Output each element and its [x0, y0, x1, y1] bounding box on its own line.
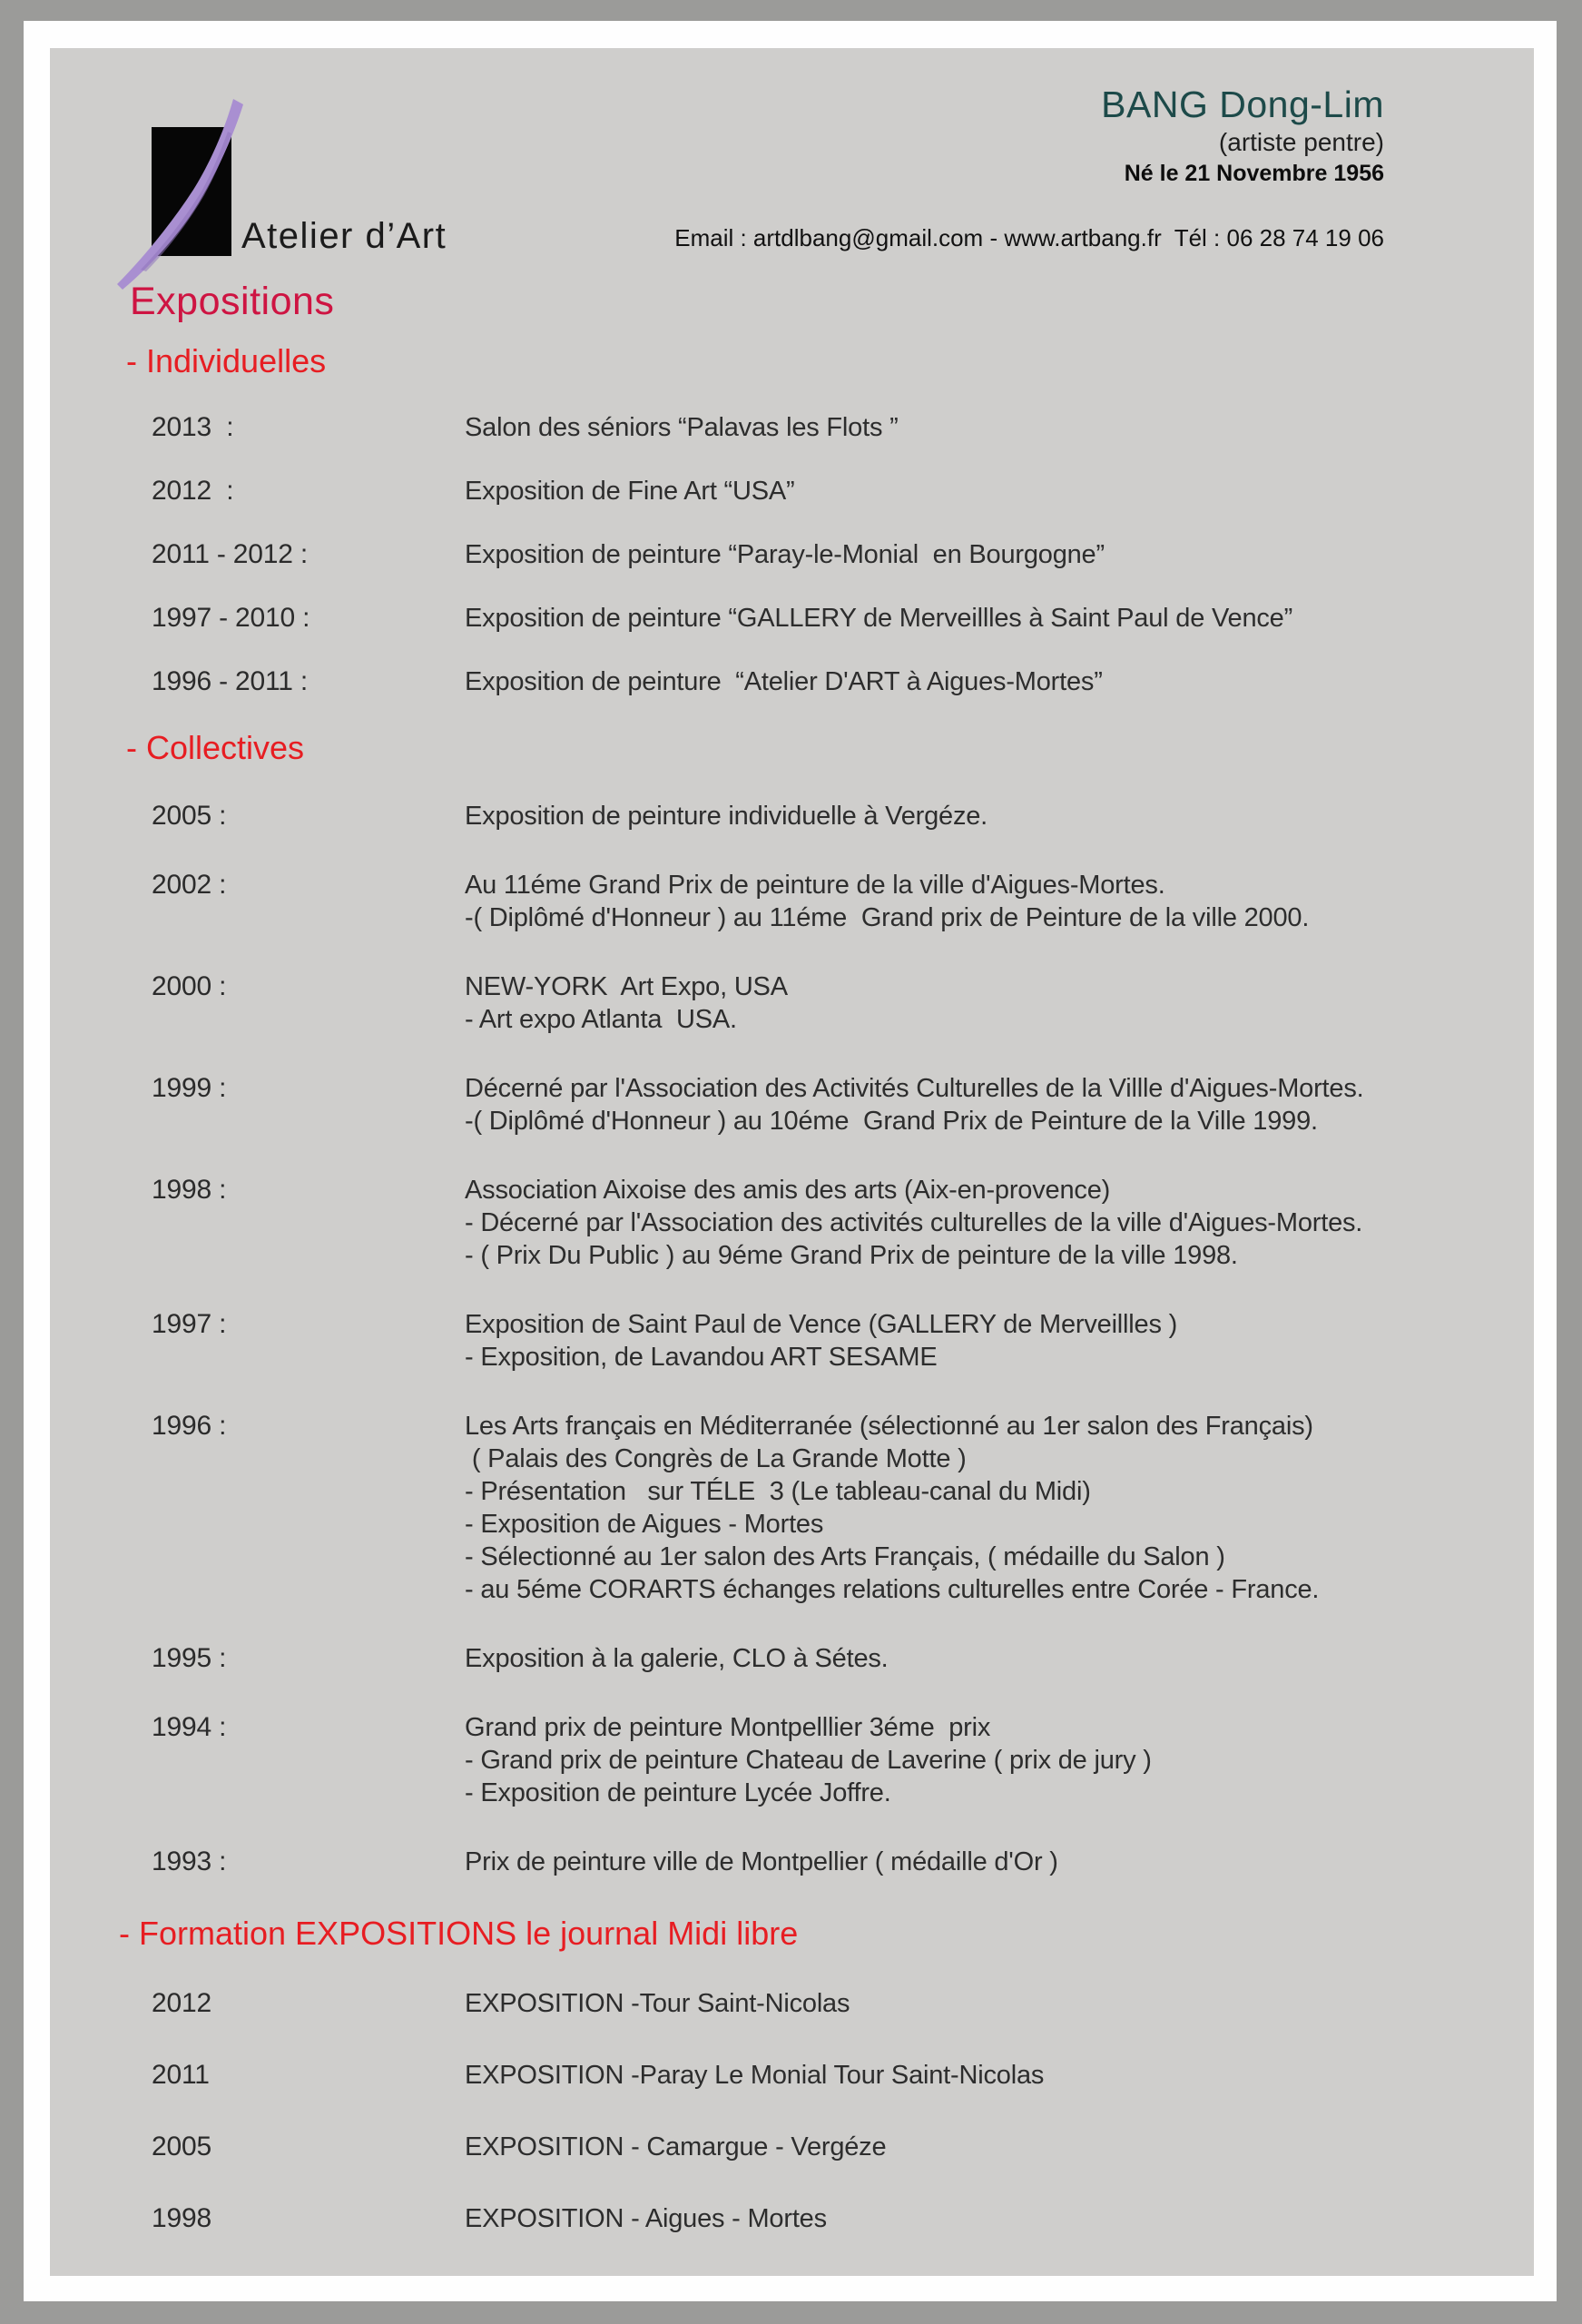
exhibition-entry: [50, 538, 1534, 571]
subsection-collectives: - Collectives: [126, 729, 305, 766]
exhibition-entry: [50, 869, 1534, 934]
entry-description: [465, 1987, 1534, 2020]
entry-line: - Décerné par l'Association des activités culturelles de la ville d'Aigues-Mortes.: [465, 1208, 1363, 1237]
entry-line: Au 11éme Grand Prix de peinture de la ville d'Aigues-Mortes.: [465, 871, 1165, 900]
exhibition-entry: [50, 970, 1534, 1036]
exhibition-entry: [50, 602, 1534, 635]
collectives-list: [50, 800, 1534, 1878]
artist-birthdate: Né le 21 Novembre 1956: [1124, 161, 1384, 186]
entry-description: [465, 1846, 1534, 1878]
entry-line: Les Arts français en Méditerranée (sélectionné au 1er salon des Français): [465, 1412, 1313, 1441]
entry-description: [465, 1174, 1534, 1272]
entry-year: 1997 - 2010 :: [152, 603, 310, 633]
entry-year: 2013 :: [152, 412, 234, 442]
exhibition-entry: [50, 475, 1534, 507]
entry-description: [465, 411, 1534, 444]
entry-line: - Présentation sur TÉLE 3 (Le tableau-canal du Midi): [465, 1477, 1091, 1506]
artist-name: BANG Dong-Lim: [1101, 84, 1384, 125]
exhibition-entry: [50, 2131, 1534, 2163]
entry-year: 2011: [152, 2060, 210, 2090]
entry-line: Décerné par l'Association des Activités Culturelles de la Villle d'Aigues-Mortes.: [465, 1074, 1364, 1103]
exhibition-entry: [50, 1174, 1534, 1272]
exhibition-entry: [50, 1987, 1534, 2020]
entry-line: Grand prix de peinture Montpelllier 3éme prix: [465, 1713, 991, 1742]
entry-line: EXPOSITION - Aigues - Mortes: [465, 2204, 827, 2233]
entry-line: EXPOSITION -Tour Saint-Nicolas: [465, 1989, 850, 2018]
exhibition-entry: [50, 1072, 1534, 1137]
entry-line: Salon des séniors “Palavas les Flots ”: [465, 413, 899, 442]
entry-description: [465, 1642, 1534, 1675]
entry-line: Prix de peinture ville de Montpellier ( médaille d'Or ): [465, 1847, 1058, 1876]
entry-line: - Exposition, de Lavandou ART SESAME: [465, 1343, 938, 1372]
entry-year: 1995 :: [152, 1643, 227, 1673]
entry-description: [465, 538, 1534, 571]
exhibition-entry: [50, 411, 1534, 444]
exhibition-entry: [50, 800, 1534, 832]
subsection-individuelles: - Individuelles: [126, 342, 327, 379]
entry-year: 1998 :: [152, 1175, 227, 1205]
entry-line: - Art expo Atlanta USA.: [465, 1005, 737, 1034]
artist-role: (artiste pentre): [1218, 128, 1384, 156]
entry-description: [465, 1410, 1534, 1606]
entry-description: [465, 869, 1534, 934]
exhibition-entry: [50, 2059, 1534, 2092]
entry-line: - Sélectionné au 1er salon des Arts Français, ( médaille du Salon ): [465, 1542, 1225, 1571]
entry-description: [465, 665, 1534, 698]
entry-year: 2005: [152, 2132, 211, 2162]
entry-description: [465, 2131, 1534, 2163]
artist-identity-block: [1101, 83, 1384, 188]
exhibition-entry: [50, 1846, 1534, 1878]
entry-line: EXPOSITION -Paray Le Monial Tour Saint-Nicolas: [465, 2061, 1045, 2090]
entry-description: [465, 475, 1534, 507]
entry-line: Exposition de Saint Paul de Vence (GALLERY de Merveillles ): [465, 1310, 1178, 1339]
entry-year: 1998: [152, 2203, 211, 2233]
entry-line: Exposition de peinture “Atelier D'ART à Aigues-Mortes”: [465, 667, 1103, 696]
entry-year: 2012 :: [152, 476, 234, 506]
entry-line: Exposition à la galerie, CLO à Sétes.: [465, 1644, 889, 1673]
entry-line: - Grand prix de peinture Chateau de Laverine ( prix de jury ): [465, 1746, 1152, 1775]
entry-description: [465, 1072, 1534, 1137]
entry-year: 2000 :: [152, 971, 227, 1001]
entry-line: NEW-YORK Art Expo, USA: [465, 972, 788, 1001]
contact-line: Email : artdlbang@gmail.com - www.artbang.fr Tél : 06 28 74 19 06: [674, 224, 1384, 251]
subsection-formation: - Formation EXPOSITIONS le journal Midi libre: [119, 1915, 799, 1952]
exhibition-entry: [50, 1308, 1534, 1374]
exhibition-entry: [50, 2202, 1534, 2235]
entry-line: Association Aixoise des amis des arts (Aix-en-provence): [465, 1176, 1111, 1205]
entry-line: - Exposition de Aigues - Mortes: [465, 1510, 824, 1539]
entry-year: 1994 :: [152, 1712, 227, 1742]
entry-line: EXPOSITION - Camargue - Vergéze: [465, 2132, 887, 2162]
formation-list: [50, 1987, 1534, 2235]
entry-description: [465, 1711, 1534, 1809]
brush-stroke-logo-icon: [113, 92, 248, 290]
atelier-dart-logo: [50, 48, 522, 302]
entry-description: [465, 970, 1534, 1036]
entry-description: [465, 1308, 1534, 1374]
entry-description: [465, 800, 1534, 832]
entry-year: 1996 :: [152, 1411, 227, 1441]
exhibition-entry: [50, 1642, 1534, 1675]
content-area: [50, 48, 1534, 2276]
entry-year: 1993 :: [152, 1846, 227, 1876]
entry-line: Exposition de Fine Art “USA”: [465, 477, 795, 506]
entry-year: 1997 :: [152, 1309, 227, 1339]
entry-line: - ( Prix Du Public ) au 9éme Grand Prix de peinture de la ville 1998.: [465, 1241, 1238, 1270]
exhibition-entry: [50, 1711, 1534, 1809]
entry-year: 2012: [152, 1988, 211, 2018]
entry-year: 2011 - 2012 :: [152, 539, 308, 569]
entry-description: [465, 2059, 1534, 2092]
entry-line: Exposition de peinture “Paray-le-Monial en Bourgogne”: [465, 540, 1105, 569]
individuelles-list: [50, 411, 1534, 698]
entry-year: 1996 - 2011 :: [152, 666, 308, 696]
logo-wordmark: Atelier d’Art: [241, 216, 447, 256]
exhibition-entry: [50, 1410, 1534, 1606]
entry-line: -( Diplômé d'Honneur ) au 11éme Grand prix de Peinture de la ville 2000.: [465, 903, 1310, 932]
exhibition-entry: [50, 665, 1534, 698]
entry-line: ( Palais des Congrès de La Grande Motte ): [465, 1444, 967, 1473]
entry-year: 1999 :: [152, 1073, 227, 1103]
entry-description: [465, 2202, 1534, 2235]
entry-line: -( Diplômé d'Honneur ) au 10éme Grand Prix de Peinture de la Ville 1999.: [465, 1107, 1318, 1136]
page-sheet: [24, 21, 1557, 2301]
entry-line: Exposition de peinture “GALLERY de Merveillles à Saint Paul de Vence”: [465, 604, 1293, 633]
entry-year: 2002 :: [152, 870, 227, 900]
entry-line: - au 5éme CORARTS échanges relations culturelles entre Corée - France.: [465, 1575, 1320, 1604]
entry-year: 2005 :: [152, 801, 227, 831]
entry-description: [465, 602, 1534, 635]
entry-line: - Exposition de peinture Lycée Joffre.: [465, 1778, 891, 1807]
section-title-expositions: Expositions: [130, 280, 335, 323]
entry-line: Exposition de peinture individuelle à Vergéze.: [465, 802, 988, 831]
